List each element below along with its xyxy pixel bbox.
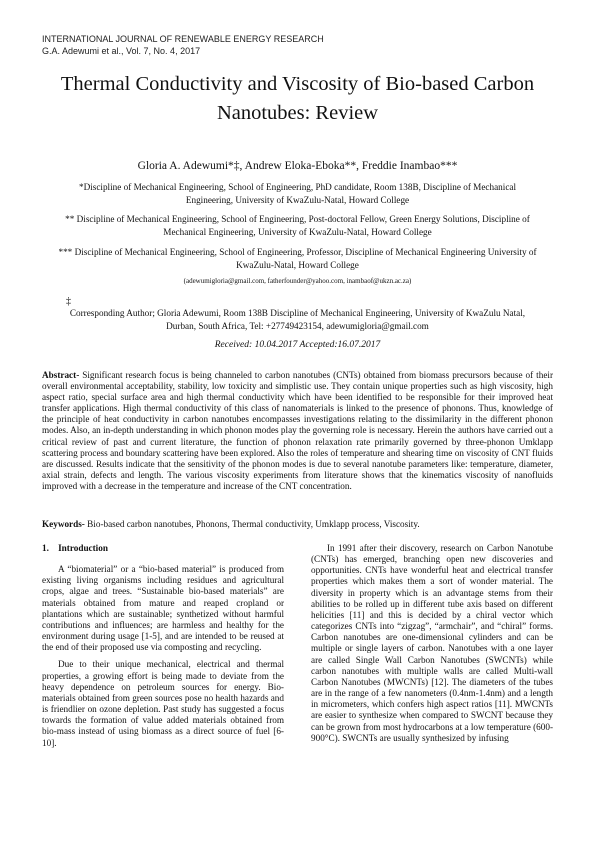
journal-header <box>42 33 324 57</box>
corresponding-author: Corresponding Author; Gloria Adewumi, Room 138B Discipline of Mechanical Engineering, University of KwaZulu Natal, Durban, South Africa, Tel: +27749423154, adewumigloria@gmail.com <box>69 308 526 331</box>
corresponding-marker: ‡ <box>66 296 71 307</box>
keywords-text: Bio-based carbon nanotubes, Phonons, Thermal conductivity, Umklapp process, Viscosity. <box>87 519 420 529</box>
affiliation-1: *Discipline of Mechanical Engineering, School of Engineering, PhD candidate, Room 138B, Discipline of Mechanical Engineering, University of KwaZulu-Natal, Howard College <box>78 182 517 205</box>
citation-line: G.A. Adewumi et al., Vol. 7, No. 4, 2017 <box>42 46 201 56</box>
journal-name: INTERNATIONAL JOURNAL OF RENEWABLE ENERGY RESEARCH <box>42 34 324 44</box>
author-list: Gloria A. Adewumi*‡, Andrew Eloka-Eboka**, Freddie Inambao*** <box>137 160 458 172</box>
right-column <box>311 543 553 750</box>
affiliation-3: *** Discipline of Mechanical Engineering, School of Engineering, Professor, Discipline of Mechanical Engineering University of KwaZulu-Natal, Howard College <box>58 247 537 270</box>
abstract-label: Abstract- <box>42 370 80 380</box>
received-dates: Received: 10.04.2017 Accepted:16.07.2017 <box>214 340 381 350</box>
paragraph: In 1991 after their discovery, research on Carbon Nanotube (CNTs) has emerged, branching open new discoveries and opportunities. CNTs have wonderful heat and electrical transfer properties which makes them a sort of wonder material. The diversity in property which is an advantage stems from their abilities to be rolled up in different tube axis based on different helicities [11] and this is decided by a chiral vector which categorizes CNTs into “zigzag”, “armchair”, and “chiral” forms. Carbon nanotubes are one-dimensional cylinders and can be multiple or single layers of carbon. Nanotubes with a one layer are called Single Wall Carbon Nanotubes (SWCNTs) while carbon nanotubes with multiple walls are called Multi-wall Carbon Nanotubes (MWCNTs) [12]. The diameters of the tubes are in the range of a few nanometers (0.4nm-1.4nm) and a length in micrometers, which confers high aspect ratios [11]. MWCNTs are easier to synthesize when compared to SWCNT because they can be grown from most hydrocarbons at a low temperature (600-900°C). SWCNTs are usually synthesized by infusing <box>311 543 553 743</box>
keywords <box>42 519 553 529</box>
author-emails: (adewumigloria@gmail.com, fatherfounder@yahoo.com, inambaof@ukzn.ac.za) <box>183 277 412 285</box>
paragraph: A “biomaterial” or a “bio-based material” is produced from existing living organisms including residues and agricultural crops, algae and trees. “Sustainable bio-based materials” are materials obtained from mature and reaped cropland or plantations which are sustainable; synthetized without harmful contributions and influences; are harmless and healthy for the environment during usage [1-5], and are intended to be reused at the end of their proposed use via composting and recycling. <box>42 564 284 653</box>
section-heading: 1. Introduction <box>42 543 108 553</box>
paragraph: Due to their unique mechanical, electrical and thermal properties, a growing effort is being made to deviate from the heavy dependence on petroleum sources for energy. Bio-materials obtained from green sources pose no health hazards and is friendlier on ozone depletion. Past study has suggested a focus towards the formation of value added materials obtained from bio-mass instead of using biomass as a direct source of fuel [6-10]. <box>42 659 284 748</box>
keywords-label: Keywords- <box>42 519 85 529</box>
affiliation-2: ** Discipline of Mechanical Engineering, School of Engineering, Post-doctoral Fellow, Green Energy Solutions, Discipline of Mechanical Engineering, University of KwaZulu-Natal, Howard College <box>65 214 530 237</box>
left-column <box>42 543 284 755</box>
paper-title: Thermal Conductivity and Viscosity of Bio-based Carbon Nanotubes: Review <box>60 73 535 124</box>
abstract <box>42 370 553 492</box>
abstract-text: Significant research focus is being channeled to carbon nanotubes (CNTs) obtained from biomass precursors because of their overall environmental acceptability, stability, low toxicity and simplistic use. They contain unique properties such as high viscosity, high aspect ratio, special surface area and high thermal conductivity which have been identified to be responsible for their improved heat transfer applications. High thermal conductivity of this class of nanomaterials is linked to the presence of phonons. Thus, knowledge of the principle of heat conductivity in carbon nanotubes encompasses investigations relating to the dissimilarity in the different phonon modes. Also, an in-depth understanding in which phonon modes play the governing role is necessary. Herein the authors have carried out a critical review of past and current literature, the function of phonon relaxation rate primarily governed by three-phonon Umklapp scattering process and boundary scattering have been explored. Also the roles of temperature and shearing time on viscosity of CNT fluids are discussed. Results indicate that the sensitivity of the phonon modes is due to several nanotube parameters like: temperature, diameter, axial strain, defects and length. The various viscosity experiments from literature shows that the kinematics viscosity of nanofluids improved with a decrease in the temperature and increase of the CNT concentration. <box>42 370 554 491</box>
